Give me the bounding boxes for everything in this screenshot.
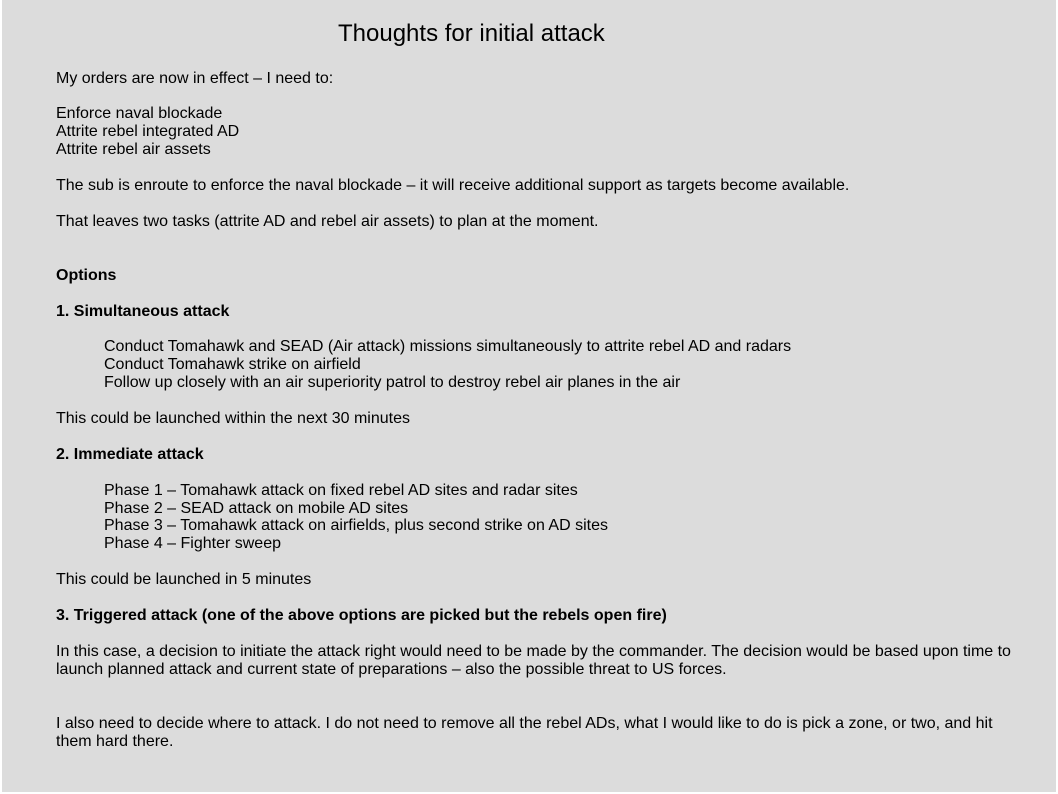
option1-step: Follow up closely with an air superiority patrol to destroy rebel air planes in the air	[104, 374, 681, 391]
option2-phase: Phase 2 – SEAD attack on mobile AD sites	[104, 500, 409, 517]
option3-body: In this case, a decision to initiate the attack right would need to be made by the commander. The decision would be based upon time to launch planned attack and current state of preparations – also the possible threat to US forces.	[56, 643, 1011, 678]
option1-timing: This could be launched within the next 30 minutes	[56, 410, 410, 427]
option3-heading: 3. Triggered attack (one of the above options are picked but the rebels open fire)	[56, 607, 667, 624]
slide-title: Thoughts for initial attack	[338, 20, 605, 47]
option1-heading: 1. Simultaneous attack	[56, 303, 230, 320]
option1-step: Conduct Tomahawk and SEAD (Air attack) missions simultaneously to attrite rebel AD and radars	[104, 338, 792, 355]
task-item: Enforce naval blockade	[56, 105, 223, 122]
intro-text: My orders are now in effect – I need to:	[56, 70, 334, 87]
option2-phase: Phase 4 – Fighter sweep	[104, 535, 281, 552]
closing-text: I also need to decide where to attack. I do not need to remove all the rebel ADs, what I would like to do is pick a zone, or two, and hit them hard there.	[56, 715, 993, 750]
option2-phase: Phase 3 – Tomahawk attack on airfields, plus second strike on AD sites	[104, 517, 608, 534]
option1-step: Conduct Tomahawk strike on airfield	[104, 356, 361, 373]
option2-timing: This could be launched in 5 minutes	[56, 571, 312, 588]
slide	[2, 0, 1056, 792]
sub-note: The sub is enroute to enforce the naval blockade – it will receive additional support as targets become available.	[56, 177, 850, 194]
task-item: Attrite rebel air assets	[56, 141, 211, 158]
remaining-note: That leaves two tasks (attrite AD and rebel air assets) to plan at the moment.	[56, 213, 599, 230]
options-heading: Options	[56, 267, 117, 284]
option2-phase: Phase 1 – Tomahawk attack on fixed rebel AD sites and radar sites	[104, 482, 578, 499]
option2-heading: 2. Immediate attack	[56, 446, 204, 463]
task-item: Attrite rebel integrated AD	[56, 123, 240, 140]
